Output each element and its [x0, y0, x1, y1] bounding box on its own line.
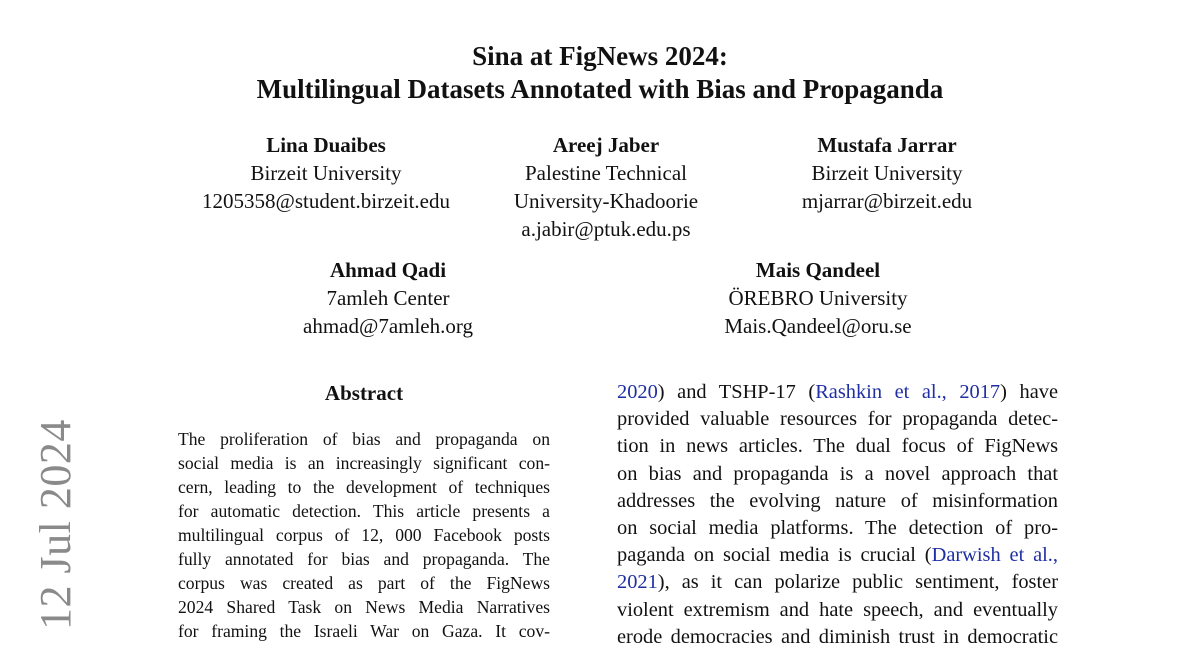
- author-affiliation: Palestine Technical: [524, 161, 687, 185]
- author-name: Mustafa Jarrar: [817, 133, 957, 157]
- author-name: Ahmad Qadi: [329, 258, 447, 282]
- author-email: ahmad@7amleh.org: [303, 314, 473, 338]
- arxiv-date-text: 12 Jul 2024: [31, 419, 80, 630]
- author-email: 1205358@student.birzeit.edu: [202, 189, 450, 213]
- author-email: Mais.Qandeel@oru.se: [724, 314, 912, 338]
- paper-title: [0, 40, 1200, 106]
- author-block: [486, 131, 726, 243]
- author-name: Mais Qandeel: [755, 258, 881, 282]
- intro-line: on bias and propaganda is a novel approach that: [617, 462, 1058, 485]
- intro-line: tion in news articles. The dual focus of FigNews: [617, 435, 1058, 458]
- title-line-1: Sina at FigNews 2024:: [472, 41, 728, 71]
- abstract-line: multilingual corpus of 12, 000 Facebook posts: [178, 525, 550, 545]
- intro-text-run: ) and TSHP-17 (: [657, 381, 816, 403]
- abstract-line: The proliferation of bias and propaganda on: [178, 429, 550, 449]
- abstract-line: fully annotated for bias and propaganda. The: [178, 549, 550, 569]
- author-affiliation: ÖREBRO University: [728, 286, 908, 310]
- abstract-line: corpus was created as part of the FigNews: [178, 573, 550, 593]
- author-block: [737, 131, 1037, 215]
- intro-line: [617, 569, 1058, 596]
- intro-line: provided valuable resources for propaganda detec-: [617, 408, 1058, 431]
- author-block: [668, 256, 968, 340]
- abstract-line: social media is an increasingly significant con-: [178, 453, 550, 473]
- author-email: a.jabir@ptuk.edu.ps: [521, 217, 691, 241]
- abstract-text: [178, 427, 550, 643]
- author-email: mjarrar@birzeit.edu: [801, 189, 973, 213]
- intro-text: [617, 379, 1058, 648]
- intro-text-run: paganda on social media is crucial (: [617, 544, 932, 567]
- title-line-2: Multilingual Datasets Annotated with Bias and Propaganda: [256, 74, 944, 104]
- citation-link[interactable]: 2020: [617, 381, 658, 403]
- author-block: [248, 256, 528, 340]
- author-affiliation: Birzeit University: [811, 161, 963, 185]
- author-affiliation: 7amleh Center: [326, 286, 450, 310]
- abstract-line: cern, leading to the development of techniques: [178, 477, 550, 497]
- abstract-line: for framing the Israeli War on Gaza. It cov-: [178, 621, 550, 641]
- intro-text-run: ) have: [1000, 381, 1058, 403]
- intro-line: violent extremism and hate speech, and eventually: [617, 598, 1058, 621]
- author-block: [166, 131, 486, 215]
- author-affiliation: University-Khadoorie: [513, 189, 699, 213]
- abstract-heading: Abstract: [324, 381, 404, 405]
- author-name: Lina Duaibes: [266, 133, 386, 157]
- intro-text-run: ), as it can polarize public sentiment, foster: [657, 571, 1058, 594]
- abstract-line: 2024 Shared Task on News Media Narratives: [178, 597, 550, 617]
- author-affiliation: Birzeit University: [250, 161, 402, 185]
- intro-line: [617, 542, 1058, 569]
- intro-line: on social media platforms. The detection of pro-: [617, 516, 1058, 539]
- intro-line: addresses the evolving nature of misinformation: [617, 489, 1058, 512]
- arxiv-date-stamp: [30, 419, 80, 640]
- abstract-line: for automatic detection. This article presents a: [178, 501, 550, 521]
- citation-link[interactable]: Rashkin et al., 2017: [815, 381, 1001, 403]
- citation-link[interactable]: 2021: [617, 571, 658, 594]
- intro-line: [617, 379, 1058, 406]
- author-name: Areej Jaber: [552, 133, 660, 157]
- intro-line: erode democracies and diminish trust in democratic: [617, 625, 1058, 648]
- citation-link[interactable]: Darwish et al.,: [931, 544, 1058, 567]
